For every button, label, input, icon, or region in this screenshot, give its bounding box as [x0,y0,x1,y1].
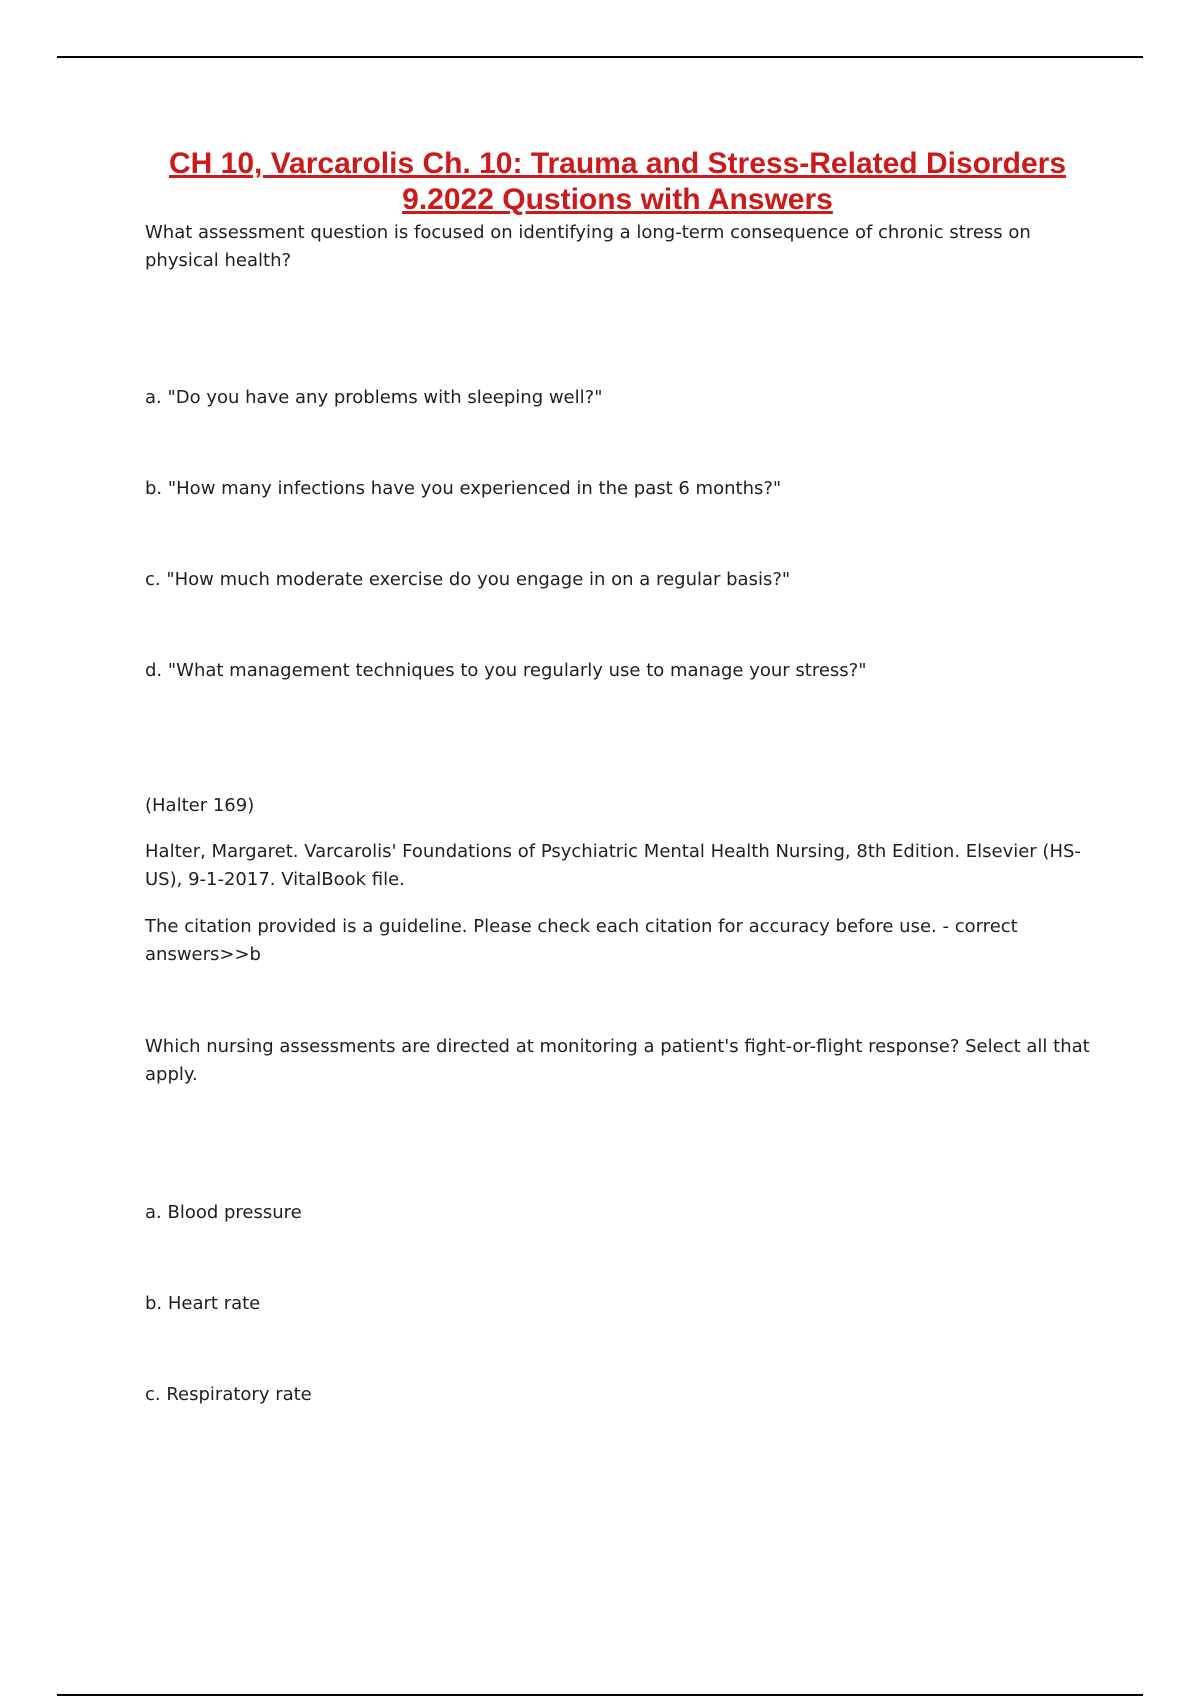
question-2-text: Which nursing assessments are directed at monitoring a patient's fight-or-flight response? Select all that apply. [145,1036,1090,1085]
question-2-option-a: a. Blood pressure [145,1202,302,1223]
footer-rule [57,1694,1143,1696]
question-1-answer-note: The citation provided is a guideline. Please check each citation for accuracy before use. - correct answers>>b [145,916,1018,965]
question-2-option-b: b. Heart rate [145,1293,261,1314]
document-title: CH 10, Varcarolis Ch. 10: Trauma and Stress-Related Disorders 9.2022 Qustions with Answers [168,147,1067,216]
question-1-option-c: c. "How much moderate exercise do you engage in on a regular basis?" [145,569,791,590]
question-1-option-a: a. "Do you have any problems with sleeping well?" [145,387,603,408]
question-1-option-d: d. "What management techniques to you regularly use to manage your stress?" [145,660,867,681]
question-1-text: What assessment question is focused on identifying a long-term consequence of chronic stress on physical health? [145,222,1031,271]
header-rule [57,56,1143,58]
question-2-option-c: c. Respiratory rate [145,1384,312,1405]
question-1-citation: Halter, Margaret. Varcarolis' Foundations of Psychiatric Mental Health Nursing, 8th Edition. Elsevier (HS-US), 9-1-2017. VitalBook file. [145,841,1081,890]
question-1-reference: (Halter 169) [145,795,255,816]
question-1-option-b: b. "How many infections have you experienced in the past 6 months?" [145,478,782,499]
